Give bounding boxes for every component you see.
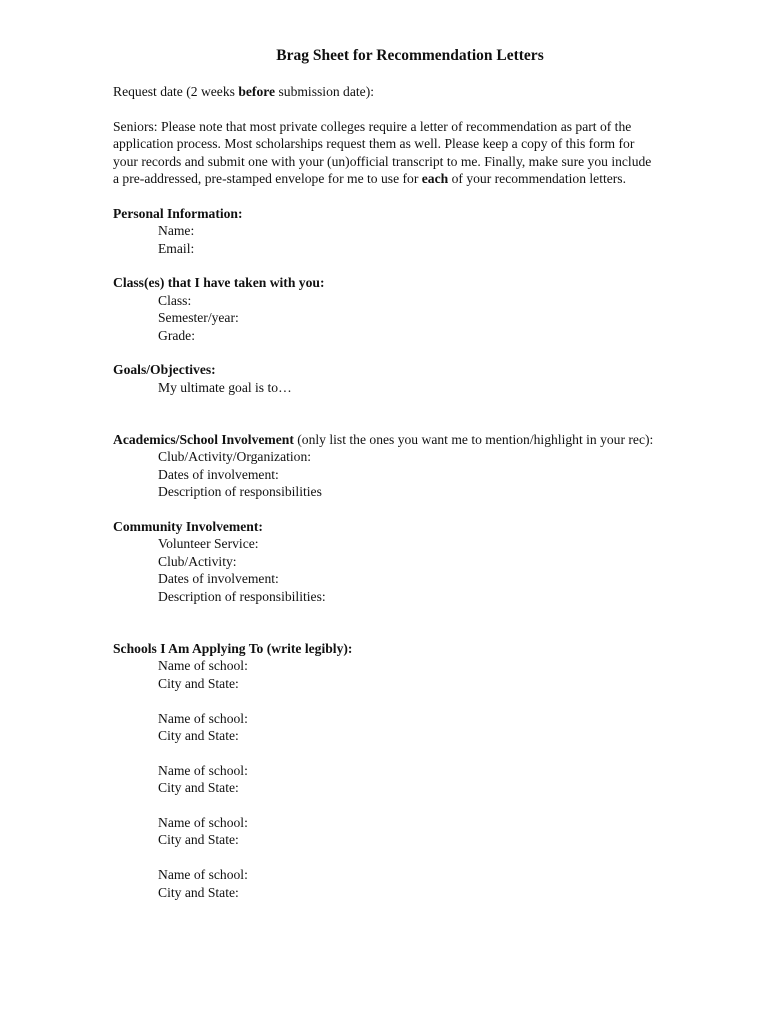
intro-line-4-text-end: of your recommendation letters.: [448, 171, 626, 187]
request-date-line: [113, 83, 713, 100]
intro-line-2: application process. Most scholarships request them as well. Please keep a copy of this form for: [113, 136, 635, 152]
request-date-emphasis: before: [238, 84, 276, 99]
class-field-label: Class:: [158, 292, 192, 308]
school-entry: [113, 814, 713, 849]
school-city-label: City and State:: [158, 832, 239, 848]
school-name-label: Name of school:: [158, 710, 248, 726]
document-title: Brag Sheet for Recommendation Letters: [276, 47, 544, 64]
request-date-text-end: submission date):: [275, 84, 375, 99]
personal-info-section: [113, 205, 713, 257]
name-field-label: Name:: [158, 223, 195, 239]
academics-heading: Academics/School Involvement: [113, 432, 294, 448]
community-heading: Community Involvement:: [113, 519, 263, 535]
intro-line-4-emphasis: each: [421, 171, 449, 187]
goals-heading: Goals/Objectives:: [113, 362, 216, 378]
school-city-label: City and State:: [158, 780, 239, 796]
community-description-label: Description of responsibilities:: [158, 588, 326, 604]
school-city-label: City and State:: [158, 727, 239, 743]
community-section: [113, 518, 713, 605]
community-club-label: Club/Activity:: [158, 553, 237, 569]
goal-prompt: My ultimate goal is to…: [158, 379, 292, 395]
academics-description-label: Description of responsibilities: [158, 484, 322, 500]
school-name-label: Name of school:: [158, 814, 248, 830]
goals-section: [113, 361, 713, 396]
school-entry: [113, 866, 713, 901]
classes-heading: Class(es) that I have taken with you:: [113, 275, 325, 291]
classes-section: [113, 274, 713, 344]
school-name-label: Name of school:: [158, 658, 248, 674]
document-body: [113, 83, 713, 901]
academics-note: (only list the ones you want me to mention/highlight in your rec):: [293, 432, 654, 448]
academics-club-label: Club/Activity/Organization:: [158, 449, 312, 465]
school-name-label: Name of school:: [158, 762, 248, 778]
academics-section: [113, 431, 713, 501]
request-date-text: Request date (2 weeks: [113, 84, 239, 99]
intro-paragraph: [113, 118, 713, 188]
intro-line-1: Seniors: Please note that most private colleges require a letter of recommendation as part of the: [113, 118, 632, 134]
academics-dates-label: Dates of involvement:: [158, 466, 279, 482]
school-city-label: City and State:: [158, 675, 239, 691]
grade-field-label: Grade:: [158, 327, 195, 343]
personal-info-heading: Personal Information:: [113, 205, 243, 221]
school-entry: [113, 710, 713, 745]
school-entry: [113, 762, 713, 797]
intro-line-4-text: a pre-addressed, pre-stamped envelope for me to use for: [113, 171, 422, 187]
academics-heading-line: [113, 431, 713, 448]
schools-heading: Schools I Am Applying To (write legibly):: [113, 640, 353, 656]
community-dates-label: Dates of involvement:: [158, 571, 279, 587]
intro-line-4: [113, 170, 713, 187]
school-name-label: Name of school:: [158, 867, 248, 883]
school-city-label: City and State:: [158, 884, 239, 900]
email-field-label: Email:: [158, 240, 195, 256]
school-entry: [113, 657, 713, 692]
intro-line-3: your records and submit one with your (un)official transcript to me. Finally, make sure you include: [113, 153, 652, 169]
volunteer-service-label: Volunteer Service:: [158, 536, 259, 552]
schools-section: [113, 640, 713, 901]
semester-field-label: Semester/year:: [158, 310, 239, 326]
